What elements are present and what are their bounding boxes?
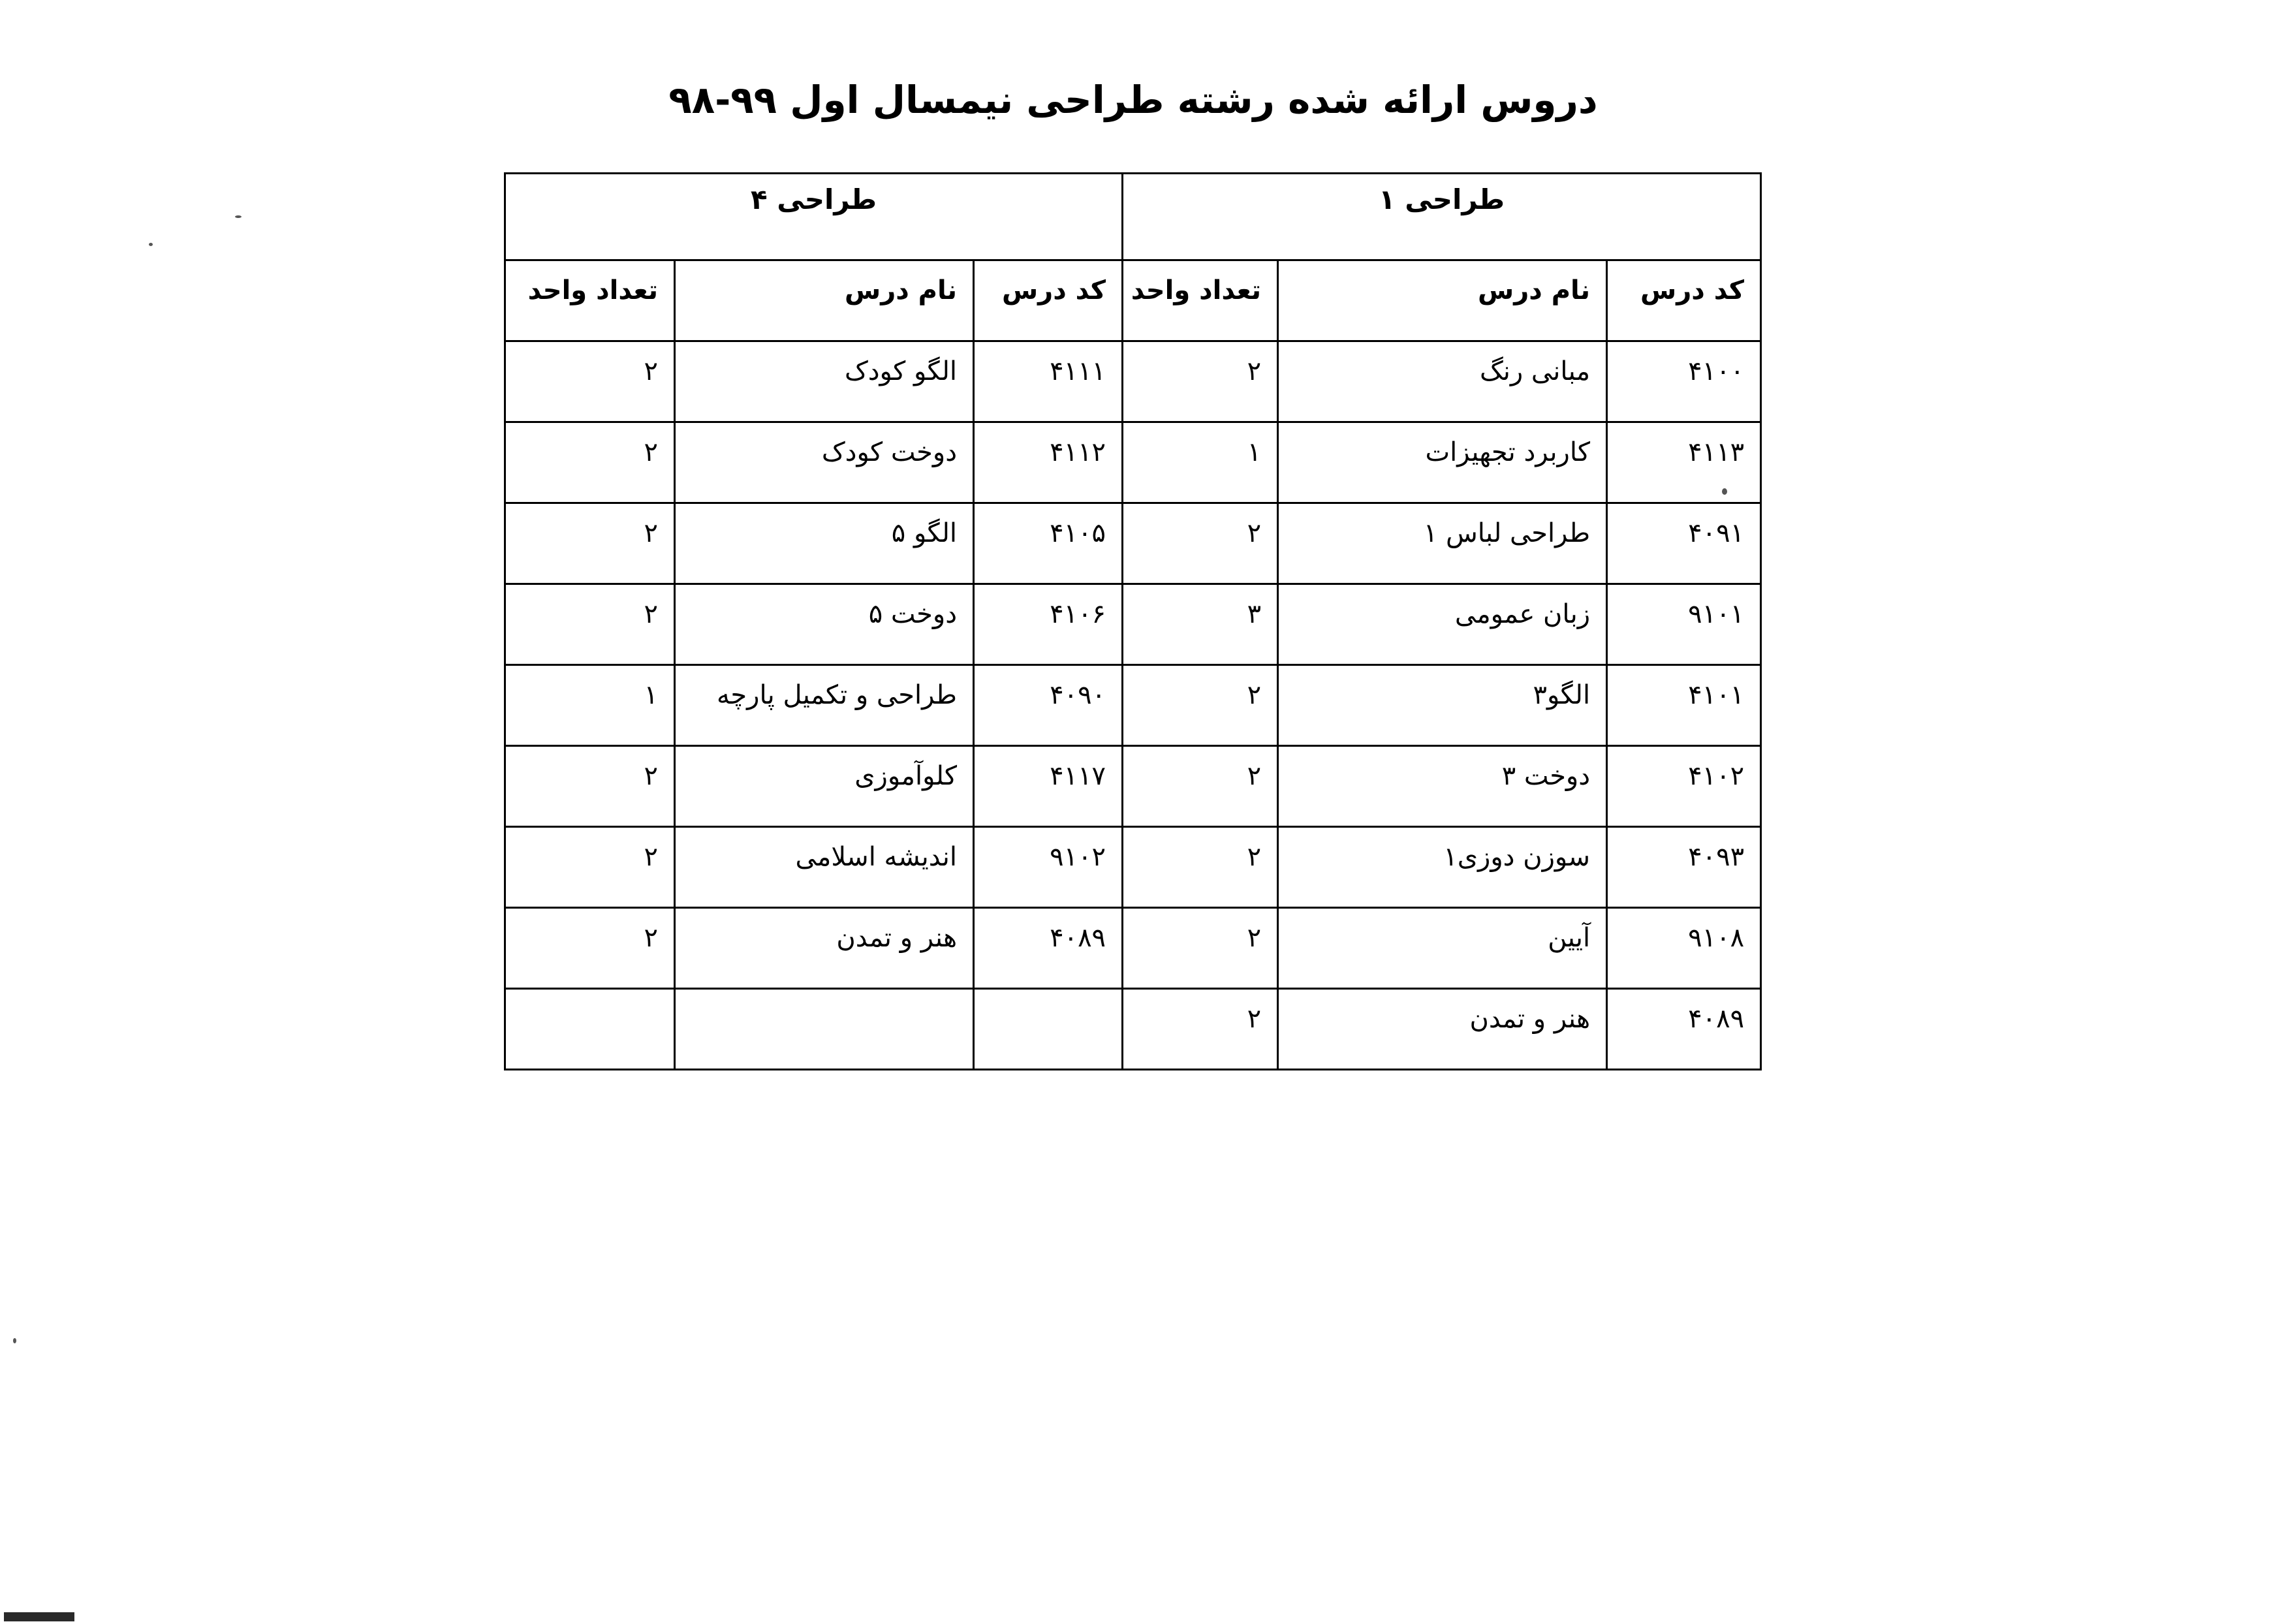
table-row	[505, 422, 1761, 503]
course-code: ۹۱۰۱	[1607, 584, 1761, 665]
table-row	[505, 827, 1761, 908]
scan-speck	[235, 215, 242, 218]
course-code: ۴۰۸۹	[974, 908, 1123, 989]
course-code: ۴۱۰۲	[1607, 746, 1761, 827]
course-units: ۲	[1123, 665, 1278, 746]
group-title-tarahi-4: طراحی ۴	[505, 174, 1123, 260]
scan-speck	[149, 243, 153, 246]
course-name: الگو کودک	[675, 341, 974, 422]
course-code: ۴۱۱۱	[974, 341, 1123, 422]
course-units: ۲	[1123, 341, 1278, 422]
course-units: ۲	[505, 908, 675, 989]
course-name: مبانی رنگ	[1278, 341, 1607, 422]
table-row	[505, 746, 1761, 827]
course-code	[974, 989, 1123, 1070]
table-row	[505, 989, 1761, 1070]
scan-speck	[13, 1338, 16, 1343]
course-name: طراحی لباس ۱	[1278, 503, 1607, 584]
course-units: ۱	[505, 665, 675, 746]
course-units: ۲	[1123, 503, 1278, 584]
course-name: هنر و تمدن	[675, 908, 974, 989]
course-units: ۲	[1123, 827, 1278, 908]
page-title: دروس ارائه شده رشته طراحی نیمسال اول ۹۹-۹۸	[668, 78, 1598, 122]
table-row	[505, 908, 1761, 989]
course-name: طراحی و تکمیل پارچه	[675, 665, 974, 746]
course-name: دوخت کودک	[675, 422, 974, 503]
course-units	[505, 989, 675, 1070]
course-units: ۲	[505, 503, 675, 584]
scan-speck	[1722, 488, 1727, 495]
course-code: ۹۱۰۸	[1607, 908, 1761, 989]
column-header-code: کد درس	[1607, 260, 1761, 341]
table-row	[505, 341, 1761, 422]
course-code: ۴۱۰۵	[974, 503, 1123, 584]
course-name: کلوآموزی	[675, 746, 974, 827]
course-code: ۴۱۱۳	[1607, 422, 1761, 503]
course-units: ۲	[505, 341, 675, 422]
course-name: زبان عمومی	[1278, 584, 1607, 665]
footer-mark	[4, 1612, 74, 1621]
course-units: ۳	[1123, 584, 1278, 665]
course-code: ۴۱۰۶	[974, 584, 1123, 665]
course-units: ۲	[1123, 989, 1278, 1070]
course-code: ۴۱۰۰	[1607, 341, 1761, 422]
course-units: ۲	[1123, 746, 1278, 827]
course-code: ۴۱۰۱	[1607, 665, 1761, 746]
course-units: ۲	[505, 746, 675, 827]
course-units: ۱	[1123, 422, 1278, 503]
table-row	[505, 503, 1761, 584]
course-name: آیین	[1278, 908, 1607, 989]
course-units: ۲	[505, 422, 675, 503]
course-name	[675, 989, 974, 1070]
course-name: هنر و تمدن	[1278, 989, 1607, 1070]
course-units: ۲	[1123, 908, 1278, 989]
course-name: کاربرد تجهیزات	[1278, 422, 1607, 503]
course-name: الگو ۵	[675, 503, 974, 584]
course-code: ۴۰۹۰	[974, 665, 1123, 746]
course-code: ۹۱۰۲	[974, 827, 1123, 908]
course-code: ۴۰۹۳	[1607, 827, 1761, 908]
course-name: دوخت ۵	[675, 584, 974, 665]
course-name: الگو۳	[1278, 665, 1607, 746]
table-row	[505, 584, 1761, 665]
group-header-row	[505, 174, 1761, 260]
table-row	[505, 665, 1761, 746]
course-name: اندیشه اسلامی	[675, 827, 974, 908]
course-code: ۴۱۱۲	[974, 422, 1123, 503]
course-name: سوزن دوزی۱	[1278, 827, 1607, 908]
course-code: ۴۱۱۷	[974, 746, 1123, 827]
column-header-units: تعداد واحد	[505, 260, 675, 341]
column-header-name: نام درس	[1278, 260, 1607, 341]
group-title-tarahi-1: طراحی ۱	[1123, 174, 1761, 260]
course-code: ۴۰۸۹	[1607, 989, 1761, 1070]
column-header-name: نام درس	[675, 260, 974, 341]
course-table	[504, 172, 1762, 1070]
course-units: ۲	[505, 584, 675, 665]
course-units: ۲	[505, 827, 675, 908]
course-code: ۴۰۹۱	[1607, 503, 1761, 584]
column-header-row	[505, 260, 1761, 341]
column-header-units: تعداد واحد	[1123, 260, 1278, 341]
column-header-code: کد درس	[974, 260, 1123, 341]
course-name: دوخت ۳	[1278, 746, 1607, 827]
